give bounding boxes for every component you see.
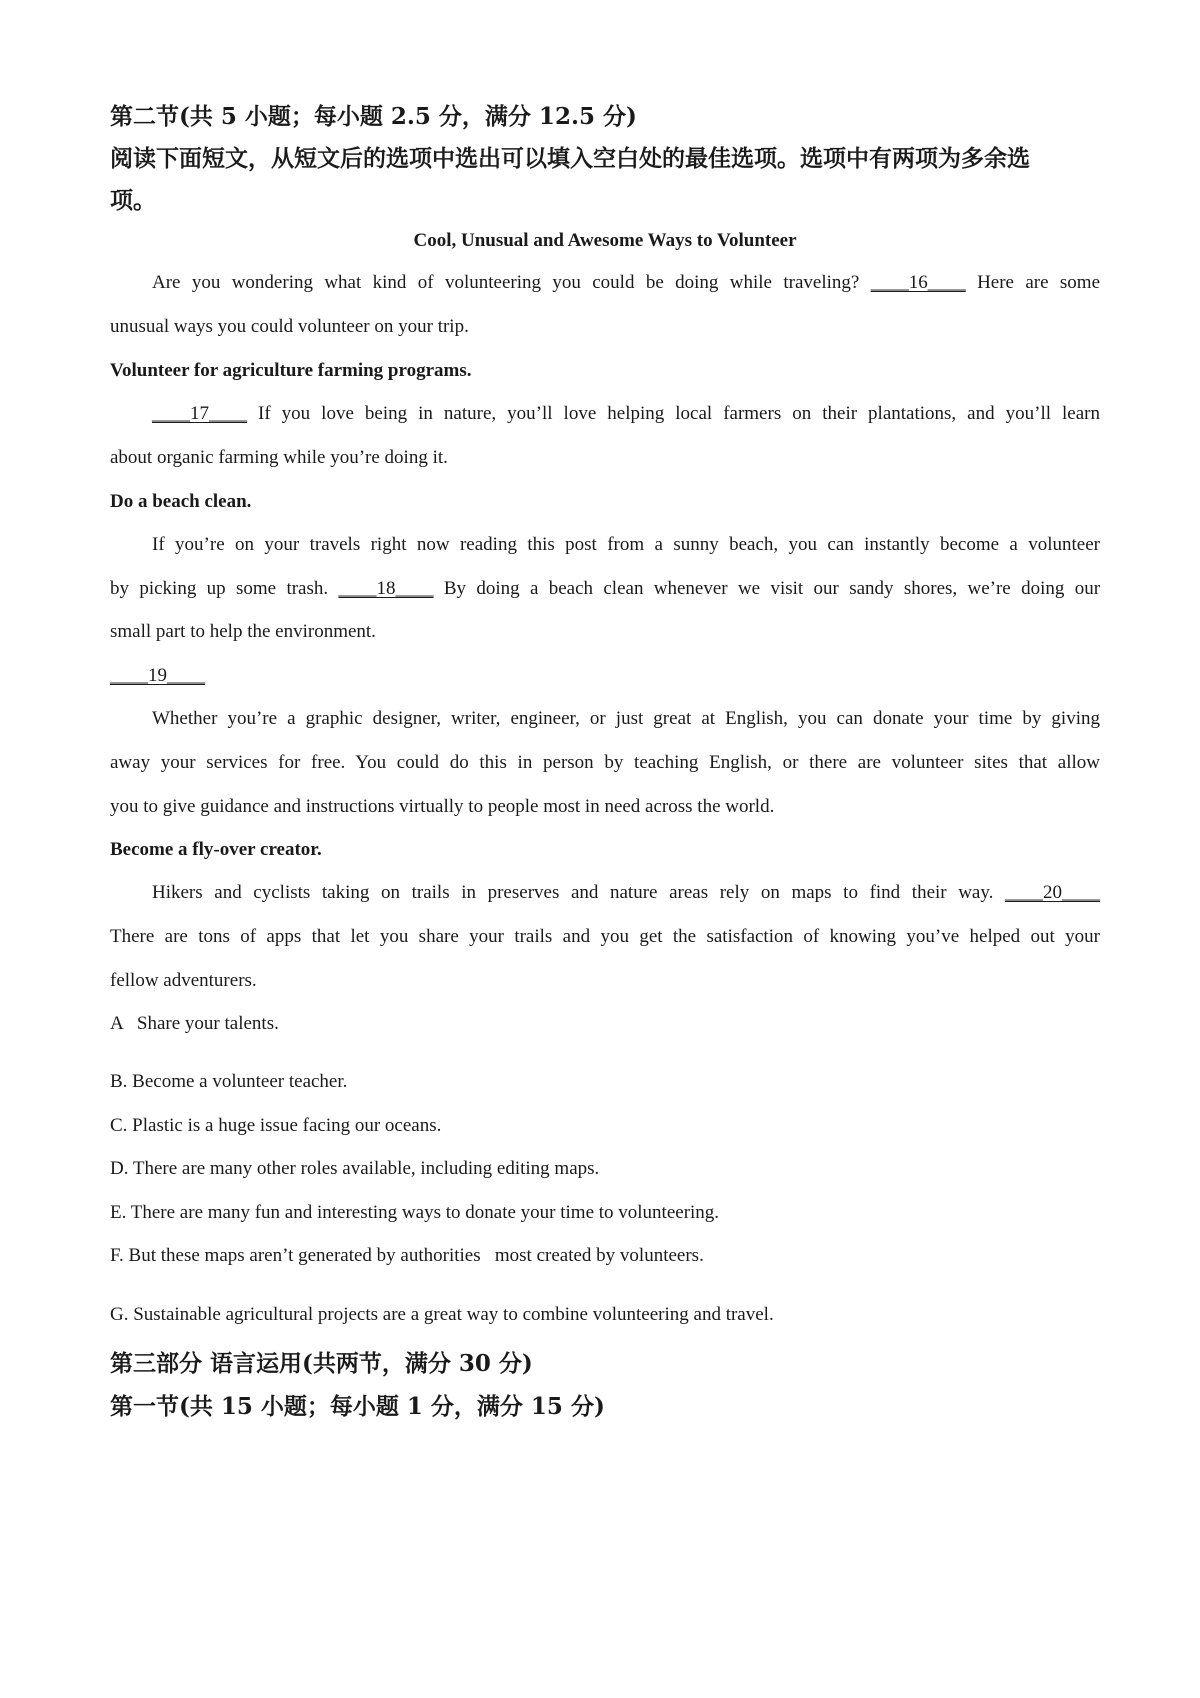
blank-19-heading <box>110 665 205 687</box>
instruction-line-1: 阅读下面短文，从短文后的选项中选出可以填入空白处的最佳选项。选项中有两项为多余选 <box>110 145 1030 172</box>
option-d: D. There are many other roles available, including editing maps. <box>110 1158 600 1179</box>
paragraph-3-line-2 <box>110 578 1100 600</box>
part-three-heading: 第三部分 语言运用(共两节，满分 30 分) <box>110 1350 533 1377</box>
paragraph-4-line-1: Whether you’re a graphic designer, writer, engineer, or just great at English, you can donate your time by giving <box>152 708 1100 729</box>
option-e: E. There are many fun and interesting ways to donate your time to volunteering. <box>110 1202 720 1223</box>
paragraph-text: Are you wondering what kind of volunteering you could be doing while traveling? <box>152 272 860 293</box>
paragraph-text: If you love being in nature, you’ll love helping local farmers on their plantations, and you’ll learn <box>258 403 1100 424</box>
instruction-line-2: 项。 <box>110 187 156 214</box>
option-g: G. Sustainable agricultural projects are a great way to combine volunteering and travel. <box>110 1304 774 1325</box>
option-f: F. But these maps aren’t generated by authorities most created by volunteers. <box>110 1245 704 1266</box>
paragraph-3-line-1: If you’re on your travels right now reading this post from a sunny beach, you can instantly become a volunteer <box>152 534 1100 555</box>
paragraph-2-line-2: about organic farming while you’re doing it. <box>110 447 448 468</box>
passage-title: Cool, Unusual and Awesome Ways to Volunteer <box>413 230 797 251</box>
heading-agriculture: Volunteer for agriculture farming programs. <box>110 360 472 381</box>
option-c: C. Plastic is a huge issue facing our oceans. <box>110 1115 442 1136</box>
section-two-heading: 第二节(共 5 小题；每小题 2.5 分，满分 12.5 分) <box>110 103 637 130</box>
paragraph-3-line-3: small part to help the environment. <box>110 621 376 642</box>
blank-19: ____19____ <box>110 665 205 686</box>
paragraph-4-line-3: you to give guidance and instructions virtually to people most in need across the world. <box>110 796 775 817</box>
option-b: B. Become a volunteer teacher. <box>110 1071 348 1092</box>
paragraph-text: by picking up some trash. <box>110 578 329 599</box>
blank-18: ____18____ <box>338 578 434 599</box>
paragraph-1-line-2: unusual ways you could volunteer on your trip. <box>110 316 469 337</box>
heading-beach: Do a beach clean. <box>110 491 252 512</box>
section-one-heading: 第一节(共 15 小题；每小题 1 分，满分 15 分) <box>110 1393 605 1420</box>
paragraph-1-line-1 <box>152 272 1100 294</box>
heading-flyover: Become a fly-over creator. <box>110 839 322 860</box>
paragraph-5-line-2: There are tons of apps that let you share your trails and you get the satisfaction of knowing you’ve helped out your <box>110 926 1100 947</box>
paragraph-2-line-1 <box>152 403 1100 425</box>
option-a: A Share your talents. <box>110 1013 279 1034</box>
paragraph-text: Here are some <box>977 272 1101 293</box>
paragraph-5-line-3: fellow adventurers. <box>110 970 257 991</box>
blank-16: ____16____ <box>870 272 966 293</box>
paragraph-text: By doing a beach clean whenever we visit our sandy shores, we’re doing our <box>443 578 1101 599</box>
blank-20: ____20____ <box>1005 882 1100 903</box>
paragraph-4-line-2: away your services for free. You could do this in person by teaching English, or there are volunteer sites that allow <box>110 752 1100 773</box>
paragraph-text: Hikers and cyclists taking on trails in preserves and nature areas rely on maps to find their way. <box>152 882 994 903</box>
paragraph-5-line-1 <box>152 882 1100 904</box>
blank-17: ____17____ <box>152 403 247 424</box>
